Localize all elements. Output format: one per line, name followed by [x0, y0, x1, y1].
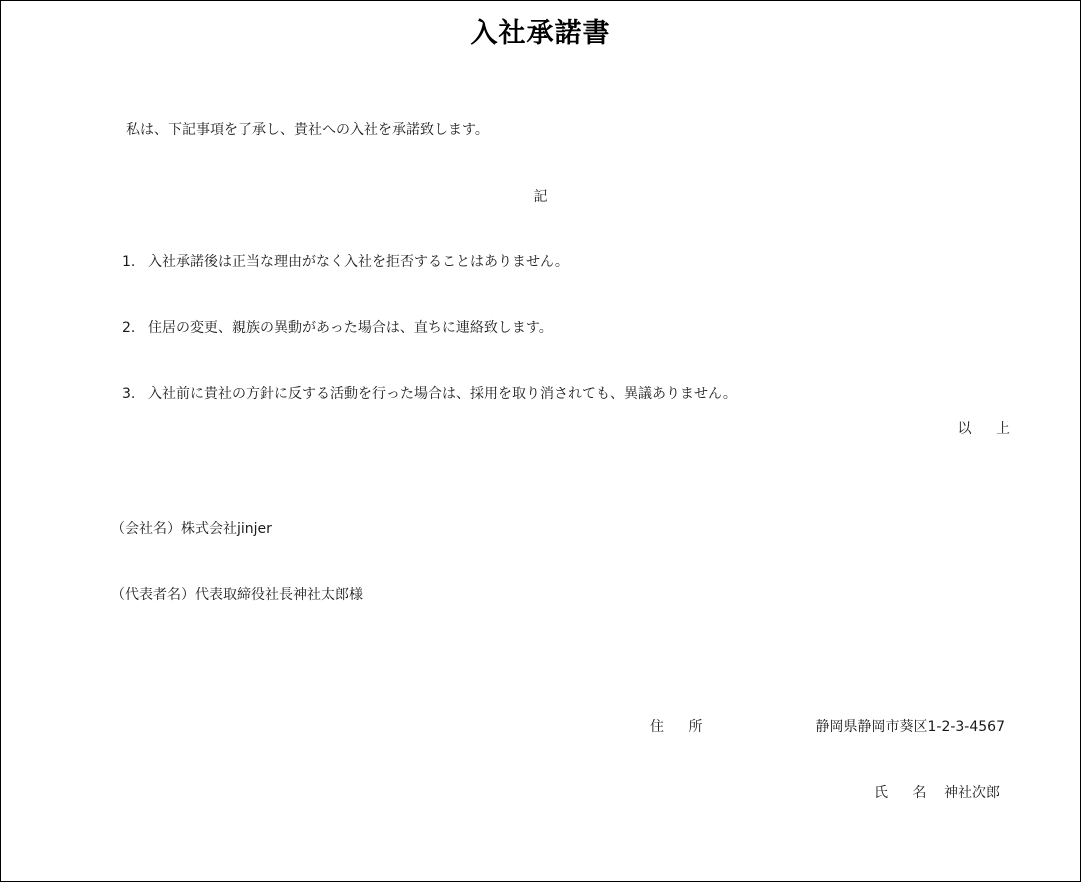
list-item-number: 1.	[122, 254, 136, 270]
address-label: 住 所	[650, 719, 713, 735]
intro-text: 私は、下記事項を了承し、貴社への入社を承諾致します。	[126, 122, 489, 138]
list-item-text: 入社承諾後は正当な理由がなく入社を拒否することはありません。	[148, 254, 569, 270]
name-label: 氏 名	[874, 785, 937, 801]
list-item-number: 3.	[122, 386, 136, 402]
address-value: 静岡県静岡市葵区1-2-3-4567	[815, 719, 1005, 735]
representative-name: （代表者名）代表取締役社長神社太郎様	[111, 587, 363, 603]
list-item	[122, 385, 737, 403]
list-item-text: 住居の変更、親族の異動があった場合は、直ちに連絡致します。	[148, 320, 553, 336]
list-item-text: 入社前に貴社の方針に反する活動を行った場合は、採用を取り消されても、異議ありません。	[148, 386, 737, 402]
list-item	[122, 319, 553, 337]
closing-text: 以 上	[957, 421, 1020, 437]
company-name: （会社名）株式会社jinjer	[111, 521, 272, 537]
list-item	[122, 253, 569, 271]
name-value: 神社次郎	[944, 785, 1000, 801]
document-title: 入社承諾書	[470, 18, 611, 49]
list-item-number: 2.	[122, 320, 136, 336]
ki-heading: 記	[533, 189, 548, 205]
